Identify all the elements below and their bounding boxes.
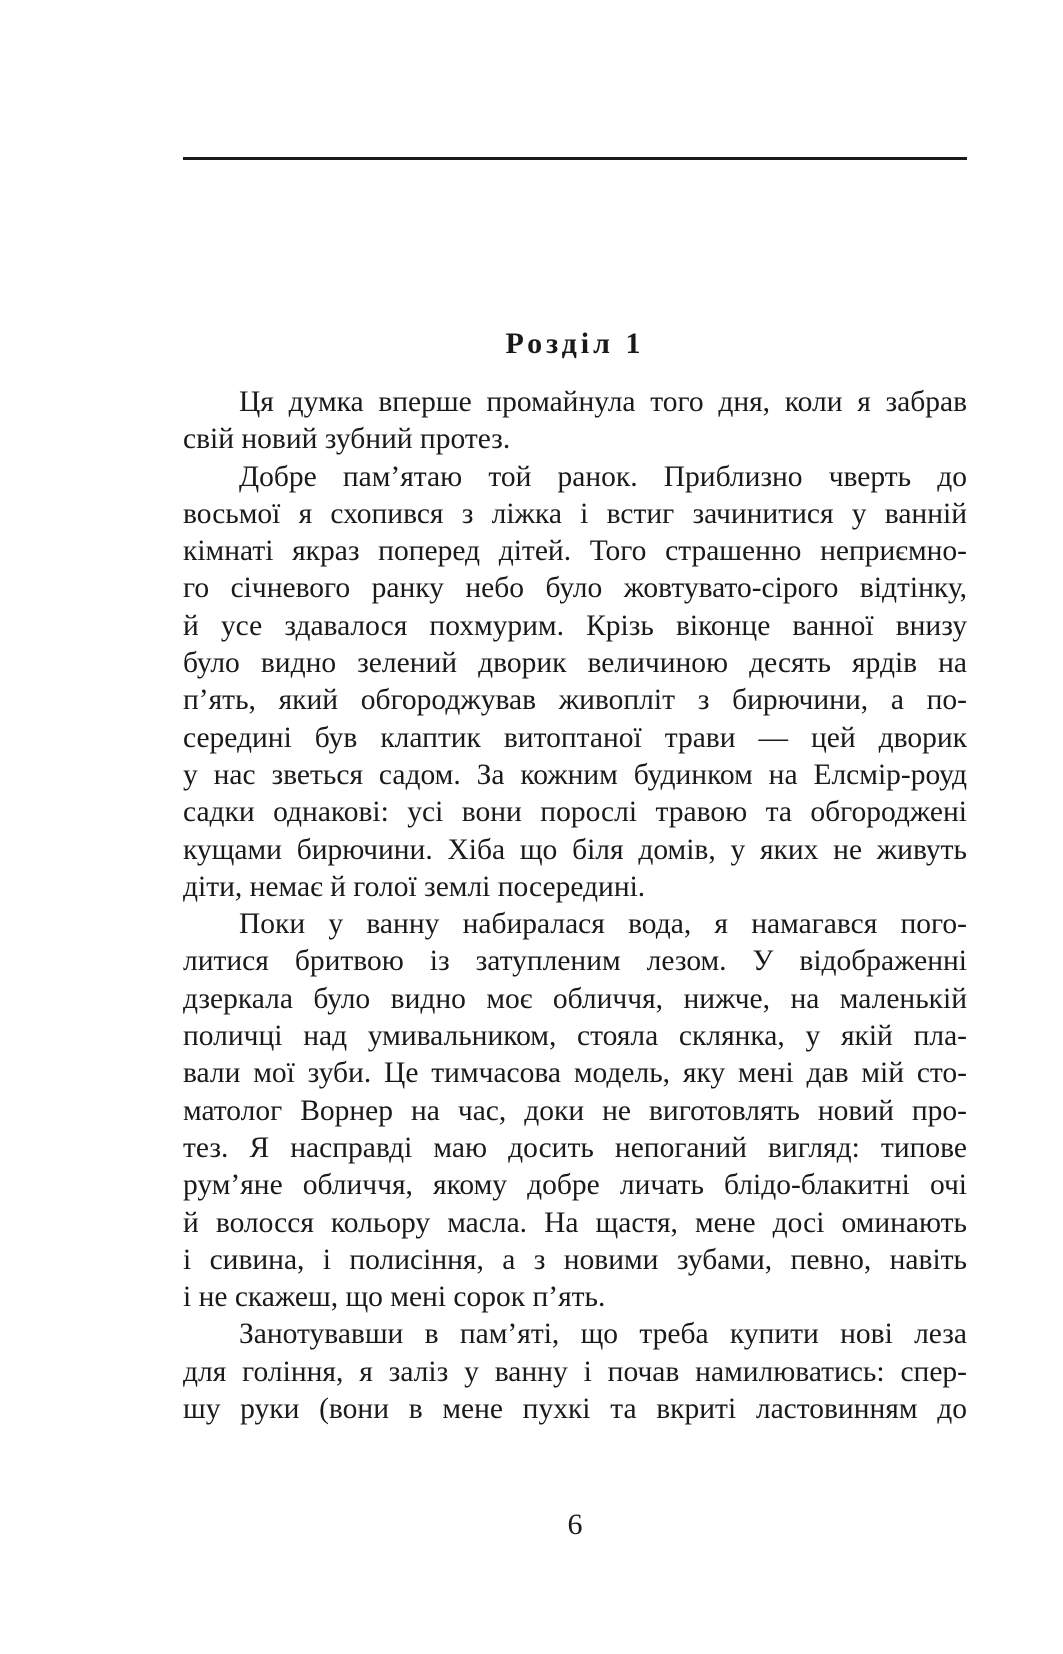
chapter-title: Розділ 1	[505, 327, 645, 360]
text-line: садки однакові: усі вони порослі травою та обгороджені	[183, 796, 967, 829]
text-line: восьмої я схопився з ліжка і встиг зачинитися у ванній	[183, 497, 967, 530]
text-line: Ця думка вперше промайнула того дня, коли я забрав	[239, 386, 967, 418]
text-line: Добре пам’ятаю той ранок. Приблизно чверть до	[239, 460, 967, 493]
text-line: Занотувавши в пам’яті, що треба купити нові леза	[239, 1318, 967, 1351]
header-rule	[183, 157, 967, 160]
text-line: тез. Я насправді маю досить непоганий вигляд: типове	[183, 1131, 967, 1164]
text-line: матолог Ворнер на час, доки не виготовлять новий про-	[183, 1094, 967, 1127]
text-line: го січневого ранку небо було жовтувато-сірого відтінку,	[183, 572, 967, 605]
text-line: кімнаті якраз поперед дітей. Того страшенно неприємно-	[183, 535, 967, 568]
text-line: дзеркала було видно моє обличчя, нижче, на маленькій	[183, 982, 967, 1015]
text-line: й волосся кольору масла. На щастя, мене досі оминають	[183, 1206, 967, 1239]
text-line: середині був клаптик витоптаної трави — цей дворик	[183, 721, 967, 754]
text-line: вали мої зуби. Це тимчасова модель, яку мені дав мій сто-	[183, 1057, 967, 1090]
text-line: і сивина, і полисіння, а з новими зубами, певно, навіть	[183, 1243, 967, 1276]
text-line: поличці над умивальником, стояла склянка, у якій пла-	[183, 1020, 967, 1053]
text-line: кущами бирючини. Хіба що біля домів, у яких не живуть	[183, 833, 967, 866]
text-line: для гоління, я заліз у ванну і почав намилюватись: спер-	[183, 1355, 967, 1388]
page-number: 6	[567, 1508, 583, 1541]
text-line: і не скажеш, що мені сорок п’ять.	[183, 1281, 606, 1314]
text-line: литися бритвою із затупленим лезом. У відображенні	[183, 945, 967, 978]
text-line: свій новий зубний протез.	[183, 423, 511, 456]
text-line: у нас зветься садом. За кожним будинком на Елсмір-роуд	[183, 758, 967, 791]
text-line: шу руки (вони в мене пухкі та вкриті ластовинням до	[183, 1393, 967, 1426]
text-line: діти, немає й голої землі посередині.	[183, 870, 646, 903]
text-line: було видно зелений дворик величиною десять ярдів на	[183, 647, 967, 680]
text-line: й усе здавалося похмурим. Крізь віконце ванної внизу	[183, 609, 967, 642]
body-text	[183, 384, 967, 1428]
text-line: п’ять, який обгороджував живопліт з бирючини, а по-	[183, 684, 967, 717]
text-line: рум’яне обличчя, якому добре личать блідо-блакитні очі	[183, 1169, 967, 1202]
text-line: Поки у ванну набиралася вода, я намагався пого-	[239, 908, 967, 941]
